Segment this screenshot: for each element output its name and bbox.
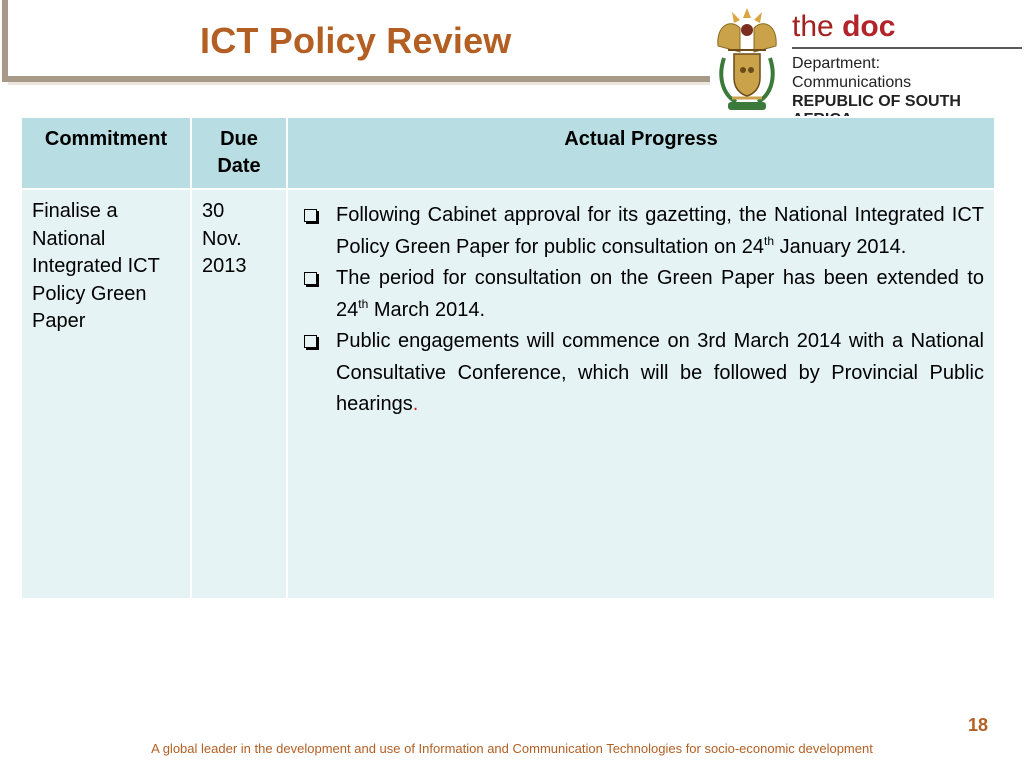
- checkbox-bullet-icon: [304, 335, 317, 348]
- header-commitment: Commitment: [21, 117, 191, 189]
- progress-text-period: .: [412, 393, 419, 415]
- brand-the: the: [792, 10, 834, 43]
- due-line: Nov.: [202, 227, 242, 250]
- checkbox-bullet-icon: [304, 209, 317, 222]
- coat-of-arms-icon: [710, 6, 784, 114]
- department-logo: [708, 2, 1022, 114]
- ordinal-suffix: th: [764, 233, 775, 248]
- progress-text: The period for consultation on the Green Paper has been extended to 24: [336, 267, 984, 321]
- progress-text: Public engagements will commence on 3rd March 2014 with a National Consultative Conference, which will be followed by Provincial Public hearings: [336, 330, 984, 415]
- list-item: [300, 326, 984, 421]
- commitment-line: National: [32, 227, 106, 250]
- table-row: [21, 189, 995, 599]
- checkbox-bullet-icon: [304, 272, 317, 285]
- due-line: 30: [202, 200, 225, 222]
- header-due-line1: Due: [220, 128, 258, 150]
- cell-commitment: [21, 189, 191, 599]
- policy-review-table: [20, 116, 996, 600]
- progress-text-end: January 2014.: [774, 235, 907, 258]
- dept-line-1: Department:: [792, 55, 881, 72]
- progress-text: Following Cabinet approval for its gazetting, the National Integrated ICT Policy Green Paper for public consultation on 24: [336, 204, 984, 258]
- cell-due-date: [191, 189, 287, 599]
- header-due-line2: Date: [217, 155, 261, 177]
- footer-tagline: [0, 741, 1024, 756]
- progress-text-end: March 2014.: [368, 298, 485, 321]
- header-frame-shadow: [8, 82, 710, 85]
- commitment-line: Integrated ICT: [32, 255, 160, 277]
- list-item: [300, 200, 984, 263]
- due-line: 2013: [202, 255, 247, 277]
- brand-wordmark: [792, 10, 895, 44]
- cell-actual-progress: [287, 189, 995, 599]
- page-number: 18: [968, 715, 989, 735]
- header-due-date: [191, 117, 287, 189]
- slide-title: ICT Policy Review: [200, 20, 512, 61]
- table-header-row: [21, 117, 995, 189]
- dept-line-3: REPUBLIC OF SOUTH: [792, 93, 961, 110]
- header-frame-left: [2, 0, 8, 82]
- dept-line-2: Communications: [792, 74, 912, 91]
- header-actual-progress: Actual Progress: [287, 117, 995, 189]
- commitment-line: Policy Green: [32, 282, 147, 305]
- commitment-line: Finalise a: [32, 200, 118, 222]
- brand-doc: doc: [842, 10, 896, 43]
- list-item: [300, 263, 984, 326]
- progress-list: [300, 200, 984, 421]
- footer-text: A global leader in the development and use of Information and Communication Technologies for socio-economic development: [151, 741, 873, 756]
- brand-divider: [792, 47, 1022, 49]
- commitment-line: Paper: [32, 310, 86, 332]
- ordinal-suffix: th: [358, 296, 369, 311]
